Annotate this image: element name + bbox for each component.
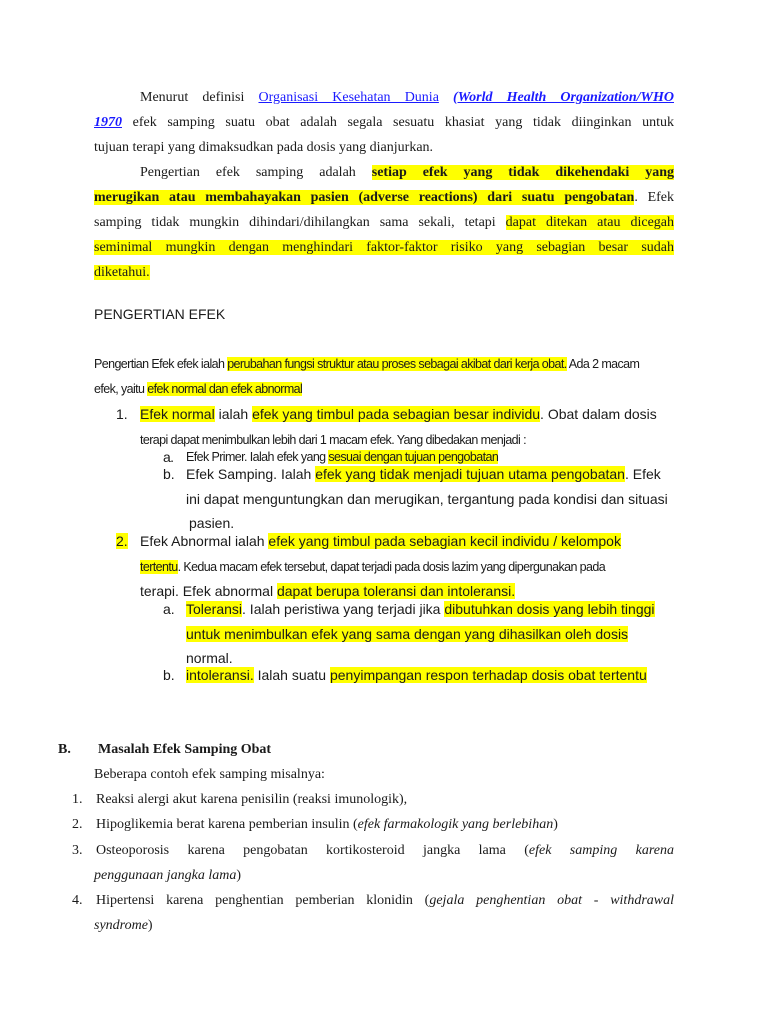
item-1a-marker: a. xyxy=(163,449,174,465)
example-2-number: 2. xyxy=(72,817,83,832)
heading-pengertian-efek: PENGERTIAN EFEK xyxy=(94,306,226,322)
example-4-number: 4. xyxy=(72,893,83,908)
item-2-line-2: tertentu. Kedua macam efek tersebut, dapat terjadi pada dosis lazim yang dipergunakan pada xyxy=(140,560,606,574)
intro-line-3: tujuan terapi yang dimaksudkan pada dosis yang dianjurkan. xyxy=(94,140,434,155)
item-2a-marker: a. xyxy=(163,601,175,617)
section-b-intro: Beberapa contoh efek samping misalnya: xyxy=(94,767,325,782)
item-2b-text: intoleransi. Ialah suatu penyimpangan respon terhadap dosis obat tertentu xyxy=(186,667,647,683)
example-1-text: Reaksi alergi akut karena penisilin (reaksi imunologik), xyxy=(96,792,408,807)
example-4-line-1: Hipertensi karena penghentian pemberian klonidin (gejala penghentian obat - withdrawal xyxy=(96,893,674,908)
efek-line-2: efek, yaitu efek normal dan efek abnormal xyxy=(94,382,303,396)
example-3-number: 3. xyxy=(72,843,83,858)
example-1-number: 1. xyxy=(72,792,83,807)
item-1b-line-3: pasien. xyxy=(189,515,235,531)
item-1-line-2: terapi dapat menimbulkan lebih dari 1 macam efek. Yang dibedakan menjadi : xyxy=(140,433,526,447)
definition-line-3: samping tidak mungkin dihindari/dihilangkan sama sekali, tetapi dapat ditekan atau dicegah xyxy=(94,215,675,230)
item-2b-marker: b. xyxy=(163,667,175,683)
item-1-number: 1. xyxy=(116,406,128,422)
item-1a-text: Efek Primer. Ialah efek yang sesuai dengan tujuan pengobatan xyxy=(186,450,499,464)
who-year-link[interactable]: 1970 xyxy=(94,115,122,130)
item-1b-line-1: Efek Samping. Ialah efek yang tidak menjadi tujuan utama pengobatan. Efek xyxy=(186,466,661,482)
intro-line-2: 1970 efek samping suatu obat adalah segala sesuatu khasiat yang tidak diinginkan untuk xyxy=(94,115,674,130)
who-definition-link-italic[interactable]: (World Health Organization/WHO xyxy=(453,90,674,105)
example-4-line-2: syndrome) xyxy=(94,918,153,933)
item-1-line-1: Efek normal ialah efek yang timbul pada sebagian besar individu. Obat dalam dosis xyxy=(140,406,657,422)
intro-line-1: Menurut definisi Organisasi Kesehatan Dunia (World Health Organization/WHO xyxy=(140,90,674,105)
definition-line-1: Pengertian efek samping adalah setiap efek yang tidak dikehendaki yang xyxy=(140,165,675,180)
section-b-marker: B. xyxy=(58,742,71,757)
efek-line-1: Pengertian Efek efek ialah perubahan fungsi struktur atau proses sebagai akibat dari kerja obat. Ada 2 macam xyxy=(94,357,640,371)
definition-line-5: diketahui. xyxy=(94,265,150,280)
definition-line-2: merugikan atau membahayakan pasien (adverse reactions) dari suatu pengobatan. Efek xyxy=(94,190,674,205)
item-1b-marker: b. xyxy=(163,466,175,482)
example-2-text: Hipoglikemia berat karena pemberian insulin (efek farmakologik yang berlebihan) xyxy=(96,817,558,832)
who-definition-link[interactable]: Organisasi Kesehatan Dunia xyxy=(258,90,439,105)
definition-line-4: seminimal mungkin dengan menghindari faktor-faktor risiko yang sebagian besar sudah xyxy=(94,240,674,255)
item-2a-line-3: normal. xyxy=(186,650,233,666)
item-1b-line-2: ini dapat menguntungkan dan merugikan, tergantung pada kondisi dan situasi xyxy=(186,491,668,507)
item-2-number: 2. xyxy=(116,533,128,549)
example-3-line-2: penggunaan jangka lama) xyxy=(94,868,241,883)
item-2a-line-2: untuk menimbulkan efek yang sama dengan yang dihasilkan oleh dosis xyxy=(186,626,629,642)
section-b-title: Masalah Efek Samping Obat xyxy=(98,742,272,757)
item-2-line-3: terapi. Efek abnormal dapat berupa toleransi dan intoleransi. xyxy=(140,583,516,599)
item-2-line-1: Efek Abnormal ialah efek yang timbul pada sebagian kecil individu / kelompok xyxy=(140,533,621,549)
item-2a-line-1: Toleransi. Ialah peristiwa yang terjadi jika dibutuhkan dosis yang lebih tinggi xyxy=(186,601,655,617)
example-3-line-1: Osteoporosis karena pengobatan kortikosteroid jangka lama (efek samping karena xyxy=(96,843,674,858)
